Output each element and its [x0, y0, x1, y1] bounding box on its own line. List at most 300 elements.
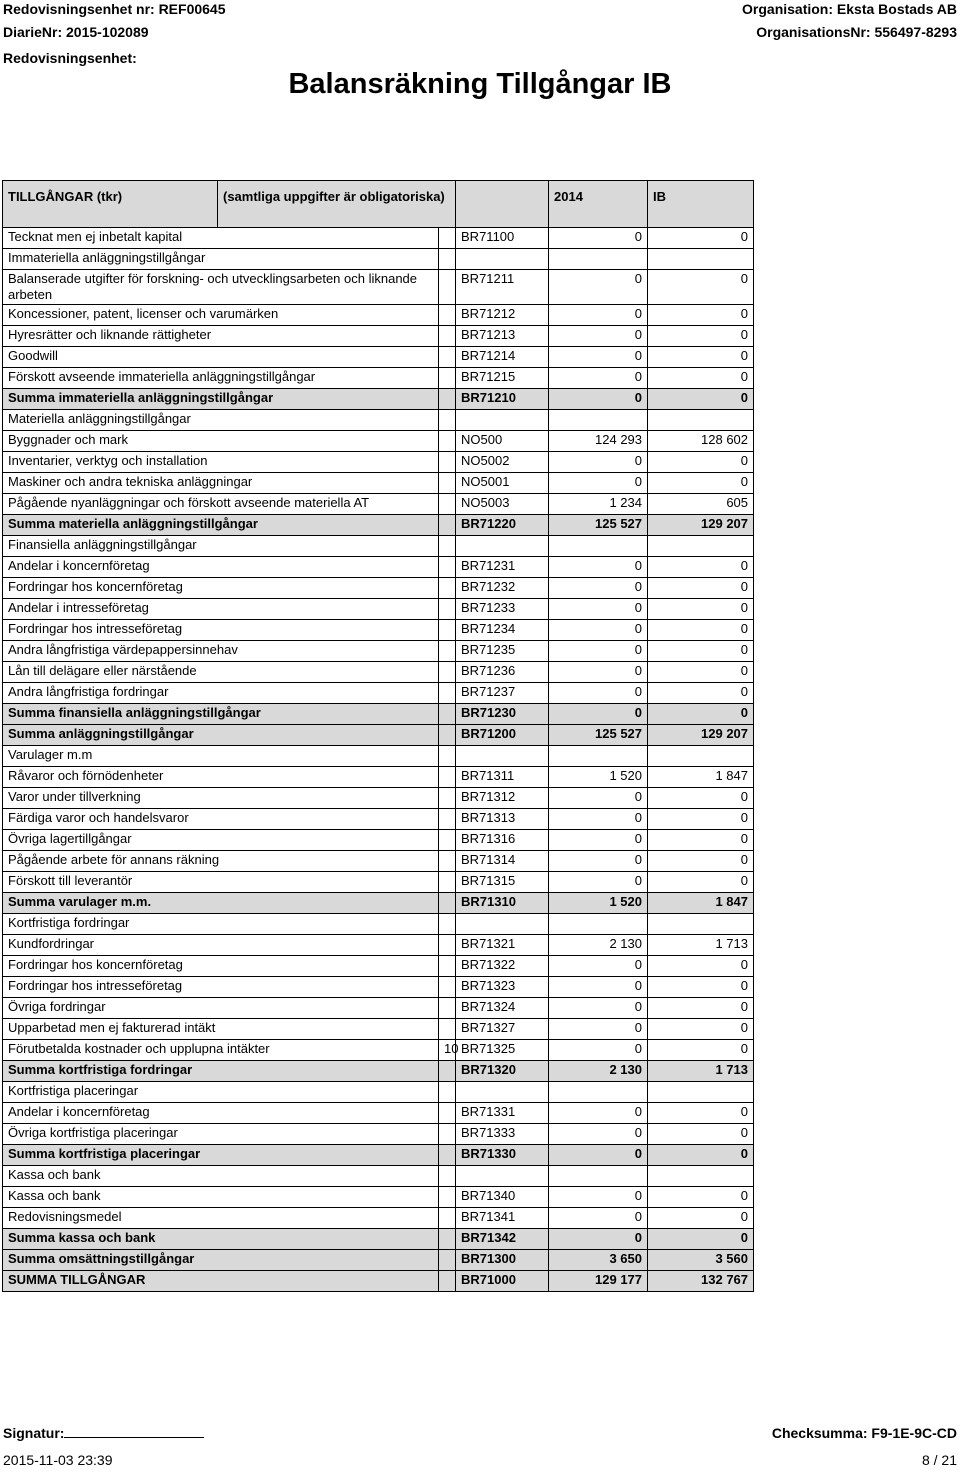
- row-code: BR71234: [456, 620, 549, 641]
- row-value-2014: 0: [549, 662, 648, 683]
- row-value-ib: 0: [648, 641, 754, 662]
- row-code: BR71232: [456, 578, 549, 599]
- table-row: [3, 935, 754, 956]
- row-label: Summa varulager m.m.: [3, 893, 439, 914]
- table-row: [3, 305, 754, 326]
- organisation-name: Organisation: Eksta Bostads AB: [742, 1, 957, 17]
- row-value-2014: 0: [549, 809, 648, 830]
- row-value-2014: [549, 1166, 648, 1187]
- row-label: Andelar i koncernföretag: [3, 557, 439, 578]
- row-code: [456, 410, 549, 431]
- row-label: Summa omsättningstillgångar: [3, 1250, 439, 1271]
- row-label: Förskott till leverantör: [3, 872, 439, 893]
- table-row: [3, 746, 754, 767]
- row-value-2014: 0: [549, 1229, 648, 1250]
- row-value-ib: 0: [648, 1040, 754, 1061]
- row-value-2014: 125 527: [549, 515, 648, 536]
- row-value-ib: 0: [648, 704, 754, 725]
- row-label: Förutbetalda kostnader och upplupna intäkter: [3, 1040, 439, 1061]
- row-label: Övriga kortfristiga placeringar: [3, 1124, 439, 1145]
- row-value-ib: 0: [648, 389, 754, 410]
- balance-sheet-table: [2, 180, 754, 1292]
- row-note: [439, 956, 456, 977]
- row-note: [439, 725, 456, 746]
- row-value-2014: [549, 410, 648, 431]
- row-value-ib: 0: [648, 872, 754, 893]
- table-row: [3, 431, 754, 452]
- row-code: BR71215: [456, 368, 549, 389]
- row-label: Maskiner och andra tekniska anläggningar: [3, 473, 439, 494]
- row-code: BR71233: [456, 599, 549, 620]
- row-value-2014: 2 130: [549, 1061, 648, 1082]
- table-row: [3, 452, 754, 473]
- row-label: Summa kassa och bank: [3, 1229, 439, 1250]
- row-label: Pågående arbete för annans räkning: [3, 851, 439, 872]
- row-label: Förskott avseende immateriella anläggningstillgångar: [3, 368, 439, 389]
- row-label: Kassa och bank: [3, 1166, 439, 1187]
- row-note: [439, 599, 456, 620]
- row-value-2014: 0: [549, 977, 648, 998]
- row-value-2014: 0: [549, 228, 648, 249]
- row-label: Kortfristiga placeringar: [3, 1082, 439, 1103]
- row-value-ib: 0: [648, 578, 754, 599]
- row-note: [439, 1103, 456, 1124]
- row-label: Kortfristiga fordringar: [3, 914, 439, 935]
- row-code: [456, 536, 549, 557]
- row-note: [439, 347, 456, 368]
- table-row: [3, 368, 754, 389]
- row-value-ib: 0: [648, 557, 754, 578]
- signature-text: Signatur:: [3, 1425, 65, 1441]
- col-year-header: 2014: [549, 181, 648, 228]
- row-label: Varulager m.m: [3, 746, 439, 767]
- row-value-2014: 0: [549, 578, 648, 599]
- row-note: [439, 1187, 456, 1208]
- organisation-nr: OrganisationsNr: 556497-8293: [756, 24, 957, 40]
- table-row: [3, 1082, 754, 1103]
- unit-nr: Redovisningsenhet nr: REF00645: [3, 1, 226, 17]
- row-value-2014: 0: [549, 368, 648, 389]
- row-note: [439, 914, 456, 935]
- row-value-ib: 0: [648, 998, 754, 1019]
- row-label: Kundfordringar: [3, 935, 439, 956]
- row-value-ib: 0: [648, 228, 754, 249]
- table-row: [3, 249, 754, 270]
- row-value-2014: 0: [549, 1187, 648, 1208]
- row-code: BR71313: [456, 809, 549, 830]
- row-value-2014: 0: [549, 998, 648, 1019]
- row-note: [439, 1271, 456, 1292]
- row-code: [456, 1082, 549, 1103]
- row-code: BR71230: [456, 704, 549, 725]
- row-label: Byggnader och mark: [3, 431, 439, 452]
- table-row: [3, 809, 754, 830]
- row-value-2014: 0: [549, 270, 648, 305]
- row-note: [439, 788, 456, 809]
- row-label: Tecknat men ej inbetalt kapital: [3, 228, 439, 249]
- row-note: [439, 270, 456, 305]
- row-value-2014: 0: [549, 956, 648, 977]
- row-code: BR71231: [456, 557, 549, 578]
- checksum: Checksumma: F9-1E-9C-CD: [771, 1425, 957, 1441]
- row-value-ib: 1 713: [648, 1061, 754, 1082]
- table-row-sum: [3, 1061, 754, 1082]
- row-value-ib: 132 767: [648, 1271, 754, 1292]
- row-value-ib: 0: [648, 809, 754, 830]
- row-note: [439, 662, 456, 683]
- row-code: BR71341: [456, 1208, 549, 1229]
- row-label: Summa immateriella anläggningstillgångar: [3, 389, 439, 410]
- row-value-ib: 0: [648, 368, 754, 389]
- table-row-sum: [3, 704, 754, 725]
- row-label: Balanserade utgifter för forskning- och utvecklingsarbeten och liknande arbeten: [3, 270, 439, 305]
- row-value-ib: 0: [648, 1187, 754, 1208]
- table-row: [3, 557, 754, 578]
- row-value-2014: 0: [549, 1019, 648, 1040]
- row-value-ib: [648, 746, 754, 767]
- row-note: [439, 1082, 456, 1103]
- row-value-2014: 0: [549, 641, 648, 662]
- row-value-2014: 0: [549, 326, 648, 347]
- table-row-sum: [3, 893, 754, 914]
- row-label: Redovisningsmedel: [3, 1208, 439, 1229]
- table-row: [3, 830, 754, 851]
- row-value-2014: 1 520: [549, 767, 648, 788]
- table-row-sum: [3, 389, 754, 410]
- row-value-ib: 0: [648, 599, 754, 620]
- table-row: [3, 977, 754, 998]
- row-value-ib: [648, 249, 754, 270]
- row-value-2014: [549, 914, 648, 935]
- row-note: [439, 578, 456, 599]
- row-label: Goodwill: [3, 347, 439, 368]
- row-code: BR71330: [456, 1145, 549, 1166]
- table-row: [3, 683, 754, 704]
- row-note: [439, 1061, 456, 1082]
- row-label: Varor under tillverkning: [3, 788, 439, 809]
- row-code: BR71210: [456, 389, 549, 410]
- row-code: NO5002: [456, 452, 549, 473]
- row-value-2014: 0: [549, 851, 648, 872]
- row-value-2014: 2 130: [549, 935, 648, 956]
- row-label: Inventarier, verktyg och installation: [3, 452, 439, 473]
- row-note: [439, 998, 456, 1019]
- row-value-ib: 0: [648, 347, 754, 368]
- table-row: [3, 1208, 754, 1229]
- row-note: [439, 809, 456, 830]
- row-note: [439, 368, 456, 389]
- row-note: [439, 494, 456, 515]
- row-note: [439, 641, 456, 662]
- reporting-unit: Redovisningsenhet:: [3, 50, 137, 66]
- table-row: [3, 914, 754, 935]
- row-value-ib: 0: [648, 620, 754, 641]
- row-value-ib: [648, 1166, 754, 1187]
- row-label: Andelar i intresseföretag: [3, 599, 439, 620]
- row-value-2014: [549, 249, 648, 270]
- row-label: Färdiga varor och handelsvaror: [3, 809, 439, 830]
- row-value-2014: [549, 1082, 648, 1103]
- row-note: [439, 228, 456, 249]
- row-code: BR71340: [456, 1187, 549, 1208]
- row-value-ib: 0: [648, 851, 754, 872]
- row-code: BR71237: [456, 683, 549, 704]
- row-value-ib: 0: [648, 830, 754, 851]
- row-code: [456, 1166, 549, 1187]
- table-row: [3, 956, 754, 977]
- row-code: BR71200: [456, 725, 549, 746]
- row-note: [439, 1208, 456, 1229]
- table-row: [3, 494, 754, 515]
- row-label: Fordringar hos koncernföretag: [3, 956, 439, 977]
- row-code: BR71311: [456, 767, 549, 788]
- row-value-ib: 605: [648, 494, 754, 515]
- table-row: [3, 270, 754, 305]
- table-row: [3, 1166, 754, 1187]
- row-value-ib: 0: [648, 788, 754, 809]
- col-label-header: TILLGÅNGAR (tkr): [3, 181, 218, 228]
- row-note: [439, 1250, 456, 1271]
- table-row: [3, 410, 754, 431]
- row-note: [439, 557, 456, 578]
- row-code: BR71327: [456, 1019, 549, 1040]
- row-code: BR71316: [456, 830, 549, 851]
- signature-label: [3, 1425, 204, 1441]
- row-note: [439, 704, 456, 725]
- row-value-2014: 0: [549, 305, 648, 326]
- row-code: BR71333: [456, 1124, 549, 1145]
- table-row-sum: [3, 725, 754, 746]
- table-row-sum: [3, 1271, 754, 1292]
- table-row-sum: [3, 1145, 754, 1166]
- row-value-2014: 0: [549, 452, 648, 473]
- row-value-ib: [648, 410, 754, 431]
- col-ib-header: IB: [648, 181, 754, 228]
- col-code-header: [456, 181, 549, 228]
- row-value-2014: 0: [549, 347, 648, 368]
- row-value-2014: 0: [549, 1040, 648, 1061]
- row-value-2014: 125 527: [549, 725, 648, 746]
- row-note: [439, 830, 456, 851]
- row-note: [439, 1145, 456, 1166]
- row-value-2014: 0: [549, 599, 648, 620]
- row-note: [439, 305, 456, 326]
- row-value-ib: [648, 536, 754, 557]
- row-code: BR71000: [456, 1271, 549, 1292]
- row-label: Finansiella anläggningstillgångar: [3, 536, 439, 557]
- table-row: [3, 788, 754, 809]
- row-label: Andra långfristiga fordringar: [3, 683, 439, 704]
- row-value-2014: 0: [549, 830, 648, 851]
- row-label: Fordringar hos intresseföretag: [3, 977, 439, 998]
- table-row: [3, 1103, 754, 1124]
- row-code: BR71315: [456, 872, 549, 893]
- row-note: [439, 1124, 456, 1145]
- row-label: Övriga lagertillgångar: [3, 830, 439, 851]
- table-row: [3, 1040, 754, 1061]
- row-code: BR71324: [456, 998, 549, 1019]
- row-value-ib: 0: [648, 1208, 754, 1229]
- row-value-ib: 0: [648, 662, 754, 683]
- row-value-2014: 0: [549, 1208, 648, 1229]
- row-value-2014: 3 650: [549, 1250, 648, 1271]
- row-value-ib: 1 847: [648, 893, 754, 914]
- row-note: [439, 872, 456, 893]
- row-note: [439, 249, 456, 270]
- row-code: BR71220: [456, 515, 549, 536]
- row-note: [439, 389, 456, 410]
- row-value-2014: 0: [549, 620, 648, 641]
- row-value-ib: 1 847: [648, 767, 754, 788]
- row-code: NO5001: [456, 473, 549, 494]
- row-label: Summa kortfristiga placeringar: [3, 1145, 439, 1166]
- row-note: [439, 683, 456, 704]
- row-code: BR71100: [456, 228, 549, 249]
- row-note: [439, 410, 456, 431]
- row-value-ib: 0: [648, 1124, 754, 1145]
- signature-line: [64, 1425, 204, 1438]
- row-code: [456, 914, 549, 935]
- table-row: [3, 1124, 754, 1145]
- row-value-ib: 129 207: [648, 725, 754, 746]
- row-note: [439, 452, 456, 473]
- table-row: [3, 473, 754, 494]
- row-note: [439, 473, 456, 494]
- row-code: NO5003: [456, 494, 549, 515]
- row-value-2014: 1 520: [549, 893, 648, 914]
- table-row: [3, 641, 754, 662]
- row-label: Pågående nyanläggningar och förskott avseende materiella AT: [3, 494, 439, 515]
- table-row: [3, 998, 754, 1019]
- table-row-sum: [3, 1229, 754, 1250]
- row-label: Hyresrätter och liknande rättigheter: [3, 326, 439, 347]
- row-code: BR71213: [456, 326, 549, 347]
- row-value-2014: 0: [549, 473, 648, 494]
- page-title: Balansräkning Tillgångar IB: [288, 68, 672, 100]
- row-label: Råvaror och förnödenheter: [3, 767, 439, 788]
- table-row: [3, 326, 754, 347]
- row-value-ib: 0: [648, 270, 754, 305]
- row-value-ib: 0: [648, 326, 754, 347]
- row-note: [439, 515, 456, 536]
- row-code: BR71300: [456, 1250, 549, 1271]
- row-value-2014: 0: [549, 704, 648, 725]
- row-code: BR71325: [456, 1040, 549, 1061]
- row-value-ib: 128 602: [648, 431, 754, 452]
- row-label: Immateriella anläggningstillgångar: [3, 249, 439, 270]
- row-value-ib: 3 560: [648, 1250, 754, 1271]
- row-value-2014: 129 177: [549, 1271, 648, 1292]
- row-note: [439, 893, 456, 914]
- row-note: [439, 935, 456, 956]
- row-note: [439, 1229, 456, 1250]
- row-label: Lån till delägare eller närstående: [3, 662, 439, 683]
- row-code: BR71236: [456, 662, 549, 683]
- row-code: BR71214: [456, 347, 549, 368]
- row-note: [439, 431, 456, 452]
- table-row: [3, 536, 754, 557]
- table-row-sum: [3, 515, 754, 536]
- page-number: 8 / 21: [921, 1452, 957, 1468]
- row-code: BR71342: [456, 1229, 549, 1250]
- row-value-ib: 129 207: [648, 515, 754, 536]
- diarie-nr: DiarieNr: 2015-102089: [3, 24, 149, 40]
- row-label: Fordringar hos koncernföretag: [3, 578, 439, 599]
- row-label: Andra långfristiga värdepappersinnehav: [3, 641, 439, 662]
- row-value-ib: 0: [648, 1229, 754, 1250]
- row-code: NO500: [456, 431, 549, 452]
- col-note-header: (samtliga uppgifter är obligatoriska): [218, 181, 456, 228]
- row-value-2014: 0: [549, 1145, 648, 1166]
- row-note: 10: [439, 1040, 456, 1061]
- row-label: SUMMA TILLGÅNGAR: [3, 1271, 439, 1292]
- row-note: [439, 767, 456, 788]
- row-label: Materiella anläggningstillgångar: [3, 410, 439, 431]
- table-row: [3, 767, 754, 788]
- row-value-2014: 0: [549, 872, 648, 893]
- row-label: Upparbetad men ej fakturerad intäkt: [3, 1019, 439, 1040]
- row-value-ib: 0: [648, 452, 754, 473]
- row-value-2014: 0: [549, 1103, 648, 1124]
- table-row: [3, 1019, 754, 1040]
- table-row: [3, 620, 754, 641]
- row-code: BR71320: [456, 1061, 549, 1082]
- row-value-ib: 0: [648, 473, 754, 494]
- row-value-ib: 0: [648, 305, 754, 326]
- row-code: [456, 249, 549, 270]
- row-code: BR71235: [456, 641, 549, 662]
- row-note: [439, 746, 456, 767]
- table-row: [3, 578, 754, 599]
- row-label: Övriga fordringar: [3, 998, 439, 1019]
- row-value-2014: [549, 536, 648, 557]
- row-code: BR71312: [456, 788, 549, 809]
- row-code: BR71331: [456, 1103, 549, 1124]
- row-value-ib: 0: [648, 956, 754, 977]
- table-row: [3, 228, 754, 249]
- row-value-2014: 1 234: [549, 494, 648, 515]
- row-value-ib: 0: [648, 683, 754, 704]
- row-value-ib: 1 713: [648, 935, 754, 956]
- row-value-ib: 0: [648, 1145, 754, 1166]
- row-value-ib: [648, 1082, 754, 1103]
- row-label: Summa anläggningstillgångar: [3, 725, 439, 746]
- row-value-2014: 0: [549, 389, 648, 410]
- row-code: [456, 746, 549, 767]
- row-code: BR71212: [456, 305, 549, 326]
- row-code: BR71323: [456, 977, 549, 998]
- row-note: [439, 326, 456, 347]
- row-label: Fordringar hos intresseföretag: [3, 620, 439, 641]
- row-note: [439, 1166, 456, 1187]
- row-label: Kassa och bank: [3, 1187, 439, 1208]
- row-value-2014: 0: [549, 788, 648, 809]
- row-value-ib: 0: [648, 1103, 754, 1124]
- table-row: [3, 1187, 754, 1208]
- table-header: [3, 181, 754, 228]
- row-value-2014: 0: [549, 557, 648, 578]
- row-note: [439, 977, 456, 998]
- row-value-ib: 0: [648, 977, 754, 998]
- row-note: [439, 851, 456, 872]
- timestamp: 2015-11-03 23:39: [3, 1452, 113, 1468]
- row-note: [439, 1019, 456, 1040]
- row-value-2014: 124 293: [549, 431, 648, 452]
- row-code: BR71322: [456, 956, 549, 977]
- table-row: [3, 347, 754, 368]
- row-code: BR71321: [456, 935, 549, 956]
- row-label: Koncessioner, patent, licenser och varumärken: [3, 305, 439, 326]
